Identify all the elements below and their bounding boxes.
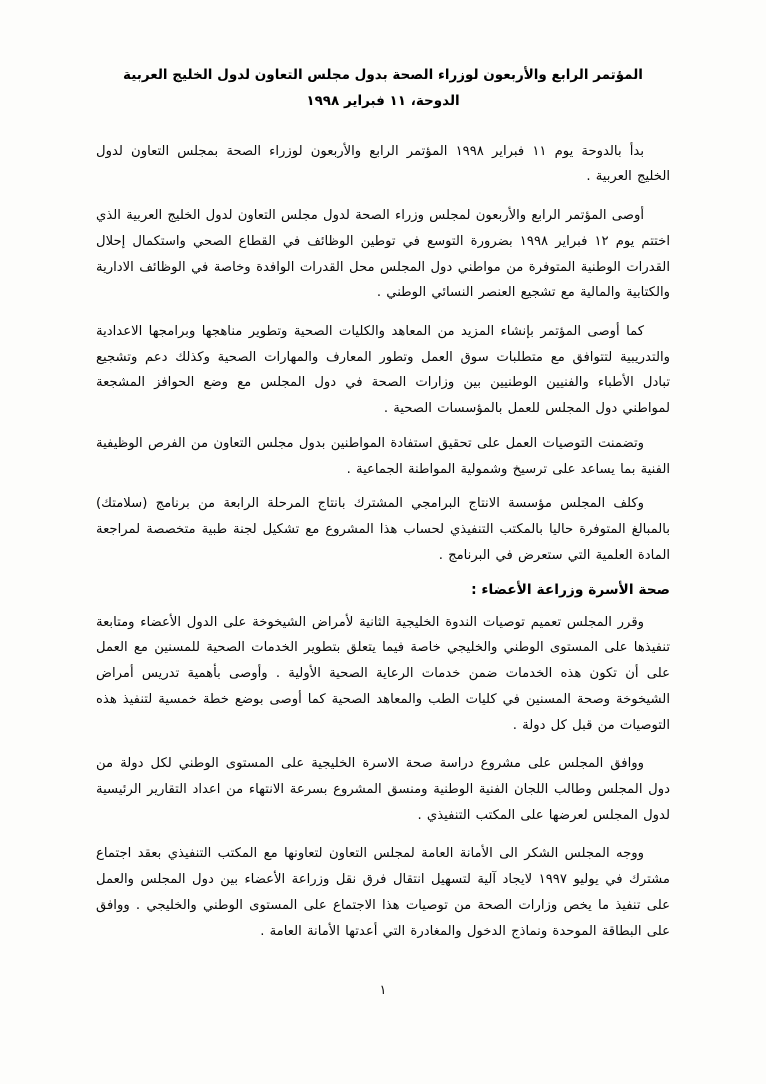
document-body: [96, 64, 670, 957]
paragraph-4: وتضمنت التوصيات العمل على تحقيق استفادة المواطنين بدول مجلس التعاون من الفرص الوظيفية الفنية بما يساعد على ترسيخ وشمولية المواطنة الجماعية .: [96, 435, 670, 477]
page-number: ١: [379, 983, 387, 998]
paragraph-1: بدأ بالدوحة يوم ١١ فبراير ١٩٩٨ المؤتمر الرابع والأربعون لوزراء الصحة بمجلس التعاون لدول الخليج العربية .: [96, 143, 670, 185]
section-paragraph-3: ووجه المجلس الشكر الى الأمانة العامة لمجلس التعاون لتعاونها مع المكتب التنفيذي بعقد اجتماع مشترك في يوليو ١٩٩٧ لايجاد آلية لتسهيل انتقال فرق نقل وزراعة الأعضاء بين دول المجلس والعمل على تنفيذ ما يخص وزارات الصحة من توصيات هذا الاجتماع على المستوى الوطني والخليجي . ووافق على البطاقة الموحدة ونماذج الدخول والمغادرة التي أعدتها الأمانة العامة .: [96, 846, 670, 939]
document-title-line-1: المؤتمر الرابع والأربعون لوزراء الصحة بدول مجلس التعاون لدول الخليج العربية: [123, 67, 643, 83]
document-title-line-2: الدوحة، ١١ فبراير ١٩٩٨: [306, 92, 460, 109]
paragraph-2: أوصى المؤتمر الرابع والأربعون لمجلس وزراء الصحة لدول مجلس التعاون لدول الخليج العربية الذي اختتم يوم ١٢ فبراير ١٩٩٨ بضرورة التوسع في توطين الوظائف في القطاع الصحي واستكمال إحلال القدرات الوطنية المتوفرة من مواطني دول المجلس محل القدرات الوافدة وخاصة في الوظائف الادارية والكتابية والمالية مع تشجيع العنصر النسائي الوطني .: [96, 208, 670, 301]
section-paragraph-2: ووافق المجلس على مشروع دراسة صحة الاسرة الخليجية على المستوى الوطني لكل دولة من دول المجلس وطالب اللجان الفنية الوطنية ومنسق المشروع بسرعة الانتهاء من اعداد التقارير الرئيسية لدول المجلس لعرضها على المكتب التنفيذي .: [96, 756, 670, 823]
section-heading-family-health: صحة الأسرة وزراعة الأعضاء :: [471, 581, 670, 598]
paragraph-3: كما أوصى المؤتمر بإنشاء المزيد من المعاهد والكليات الصحية وتطوير مناهجها وبرامجها الاعدادية والتدريبية لتتوافق مع متطلبات سوق العمل وتطور المعارف والمهارات الصحية وكذلك دعم وتشجيع تبادل الأطباء والفنيين الوطنيين بين وزارات الصحة في دول المجلس مع وضع الحوافز المشجعة لمواطني دول المجلس للعمل بالمؤسسات الصحية .: [96, 323, 670, 417]
paragraph-5: وكلف المجلس مؤسسة الانتاج البرامجي المشترك بانتاج المرحلة الرابعة من برنامج (سلامتك) بالمبالغ المتوفرة حاليا بالمكتب التنفيذي لحساب هذا المشروع مع تشكيل لجنة طبية متخصصة لمراجعة المادة العلمية التي ستعرض في البرنامج .: [96, 496, 670, 563]
section-paragraph-1: وقرر المجلس تعميم توصيات الندوة الخليجية الثانية لأمراض الشيخوخة على الدول الأعضاء ومتابعة تنفيذها على المستوى الوطني والخليجي خاصة فيما يتعلق بتطوير الخدمات الصحية للمسنين مع العمل على أن تكون هذه الخدمات ضمن خدمات الرعاية الصحية الأولية . وأوصى بأهمية تدريس أمراض الشيخوخة وصحة المسنين في كليات الطب والمعاهد الصحية كما أوصى بوضع خطة خمسية لتنفيذ هذه التوصيات من قبل كل دولة .: [96, 614, 670, 733]
